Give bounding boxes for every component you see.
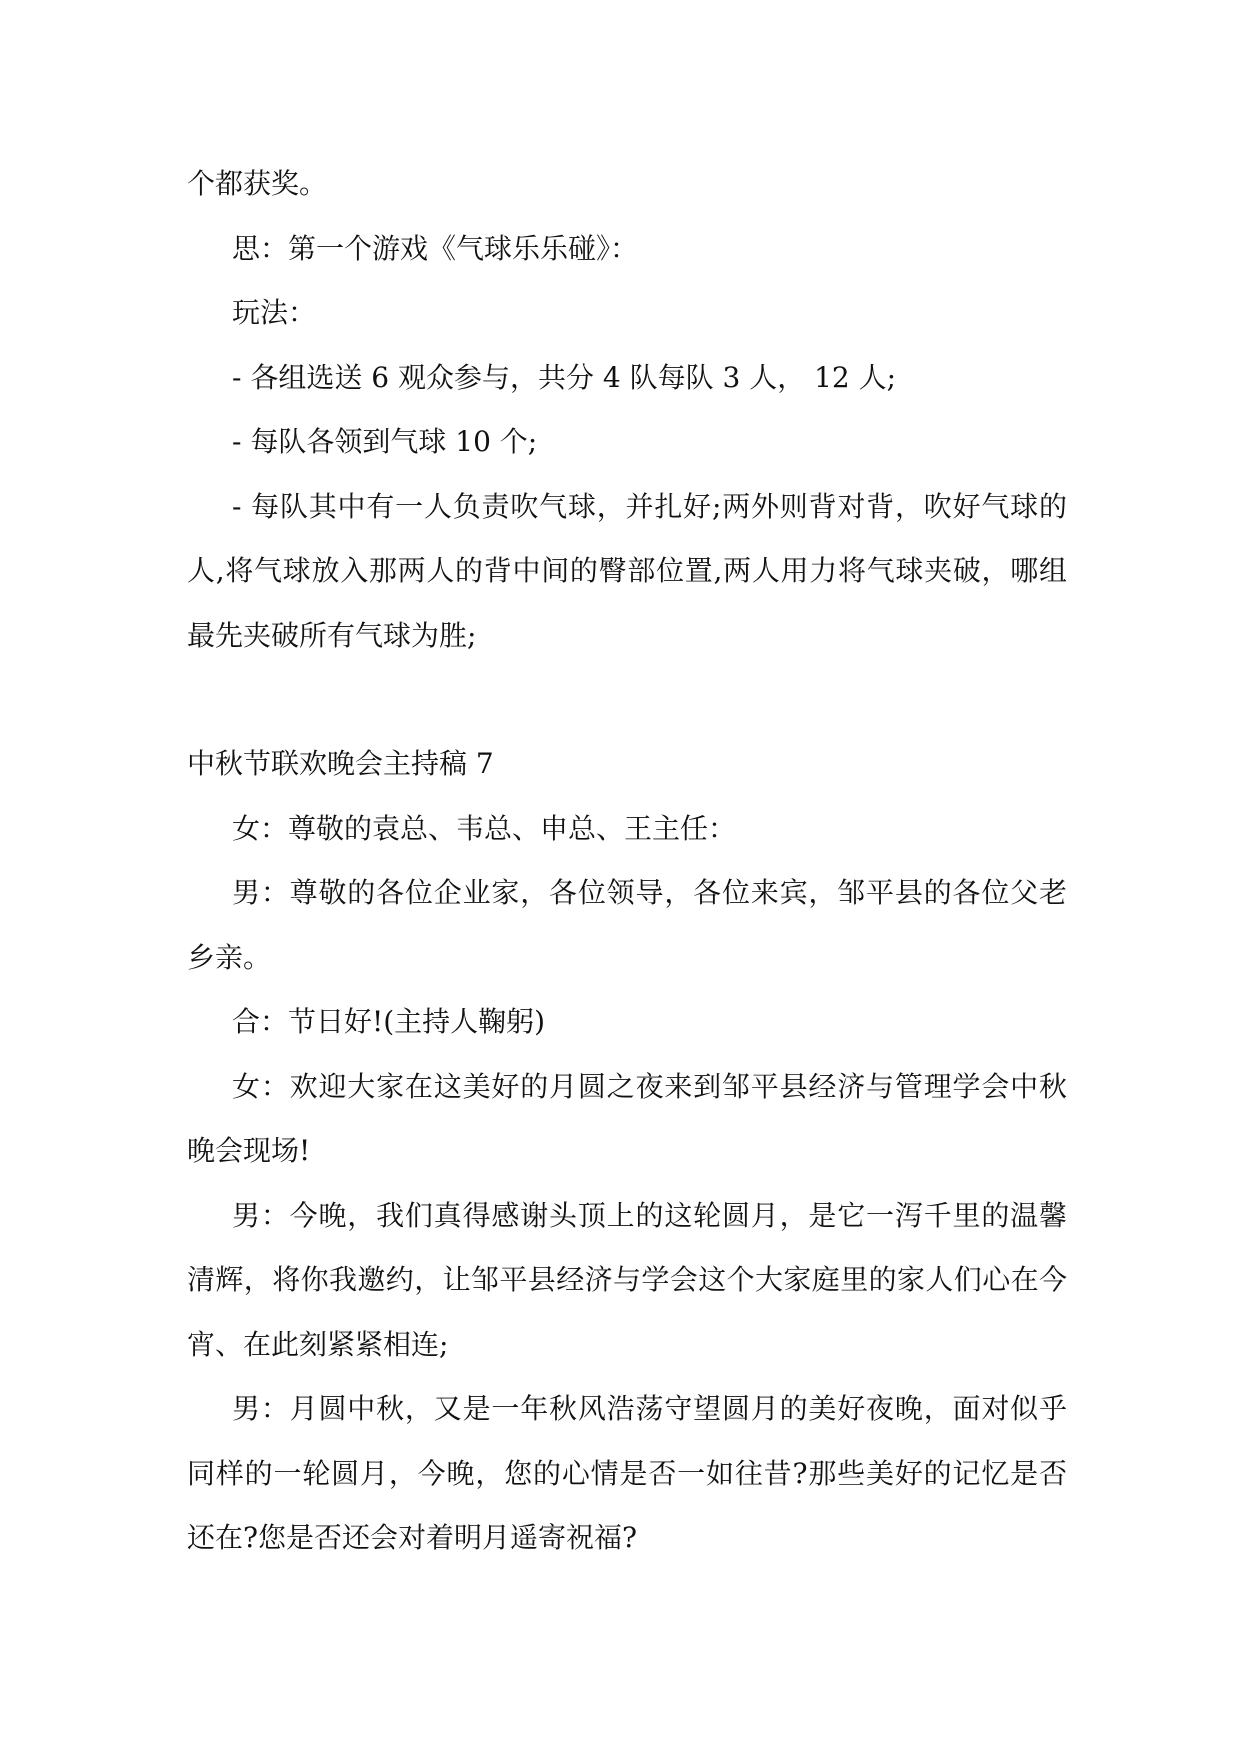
paragraph-female-greeting: 女：尊敬的袁总、韦总、申总、王主任： xyxy=(232,811,737,845)
paragraph-male-mid-autumn: 男：月圆中秋，又是一年秋风浩荡守望圆月的美好夜晚，面对似乎同样的一轮圆月，今晚，您的心情是否一如往昔?那些美好的记忆是否还在?您是否还会对着明月遥寄祝福? xyxy=(187,1392,1067,1554)
paragraph-rules-heading: 玩法： xyxy=(232,296,317,329)
paragraph-rule-3: - 每队其中有一人负责吹气球，并扎好;两外则背对背，吹好气球的人,将气球放入那两人的背中间的臀部位置,两人用力将气球夹破，哪组最先夹破所有气球为胜; xyxy=(187,489,1067,652)
paragraph-together: 合：节日好!(主持人鞠躬) xyxy=(232,1005,546,1038)
paragraph-award-end: 个都获奖。 xyxy=(187,167,328,200)
section-title: 中秋节联欢晚会主持稿 7 xyxy=(187,747,494,780)
document-body xyxy=(187,152,1067,1571)
paragraph-rule-1: - 各组选送 6 观众参与，共分 4 队每队 3 人， 12 人; xyxy=(232,360,897,394)
paragraph-male-greeting: 男：尊敬的各位企业家，各位领导，各位来宾，邹平县的各位父老乡亲。 xyxy=(187,876,1067,974)
paragraph-female-welcome: 女：欢迎大家在这美好的月圆之夜来到邹平县经济与管理学会中秋晚会现场! xyxy=(187,1069,1067,1167)
paragraph-first-game: 思：第一个游戏《气球乐乐碰》： xyxy=(232,231,639,265)
paragraph-rule-2: - 每队各领到气球 10 个; xyxy=(232,425,538,458)
paragraph-male-tonight: 男：今晚，我们真得感谢头顶上的这轮圆月，是它一泻千里的温馨清辉，将你我邀约，让邹平县经济与学会这个大家庭里的家人们心在今宵、在此刻紧紧相连; xyxy=(187,1198,1067,1361)
